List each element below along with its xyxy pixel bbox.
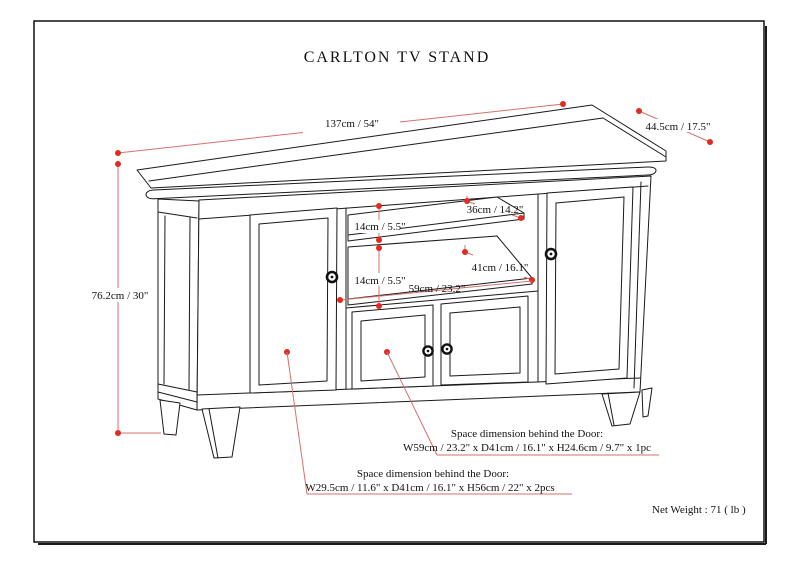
dim-bottom-shelf-depth-label: 41cm / 16.1" [471, 262, 529, 274]
dim-bottom-shelf-gap-label: 14cm / 5.5" [354, 275, 406, 287]
left-door [250, 208, 337, 393]
page-title: CARLTON TV STAND [303, 49, 491, 66]
dim-overall-width-label: 137cm / 54" [325, 118, 379, 130]
note-center-line2: W59cm / 23.2" x D41cm / 16.1" x H24.6cm / 9.7" x 1pc [402, 442, 652, 454]
net-weight-label: Net Weight : 71 ( lb ) [652, 504, 746, 516]
leg-back-left [160, 400, 180, 435]
right-door [546, 187, 633, 384]
dim-top-shelf-depth-label: 36cm / 14.2" [466, 204, 524, 216]
note-center-line1: Space dimension behind the Door: [450, 428, 604, 440]
note-side-line1: Space dimension behind the Door: [356, 468, 510, 480]
dim-overall-height-label: 76.2cm / 30" [91, 290, 149, 302]
center-door-left-panel [361, 315, 425, 381]
dim-center-opening-width-label: 59cm / 23.2" [408, 283, 466, 295]
left-side-panel [158, 199, 199, 410]
note-side-line2: W29.5cm / 11.6" x D41cm / 16.1" x H56cm / 22" x 2pcs [305, 482, 555, 494]
dim-top-shelf-gap-label: 14cm / 5.5" [354, 221, 406, 233]
left-door-panel [259, 218, 328, 385]
right-door-panel [555, 197, 624, 374]
dim-overall-depth-label: 44.5cm / 17.5" [645, 121, 711, 133]
center-doors [346, 291, 538, 389]
center-door-right-panel [450, 307, 520, 376]
